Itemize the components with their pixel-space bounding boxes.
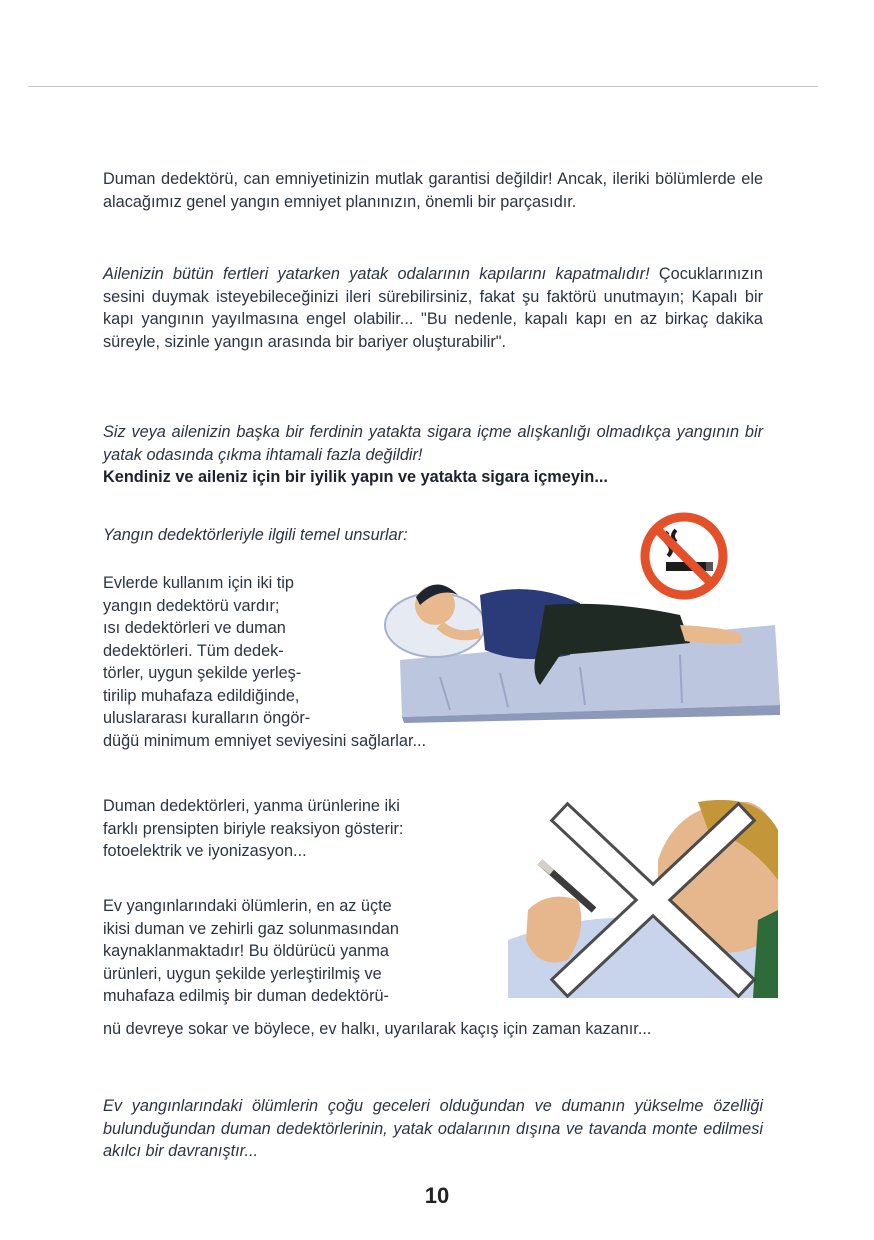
no-smoking-advice: Kendiniz ve aileniz için bir iyilik yapın ve yatakta sigara içmeyin... — [103, 468, 608, 486]
paragraph-mounting-advice: Ev yangınlarındaki ölümlerin çoğu geceleri olduğundan ve dumanın yükselme özelliği bulunduğundan duman dedektörlerinin, yatak odalarının dışına ve tavanda monte edilmesi akılcı bir davranıştır... — [103, 1097, 763, 1160]
close-doors-body: Çocuklarınızın sesini duymak isteyebileceğinizi ileri sürebilirsiniz, fakat şu faktörü unutmayın; Kapalı bir kapı yangının yayılmasına engel olabilir... "Bu nedenle, kapalı kapı en az birkaç dakika süreyle, sizinle yangın arasında bir bariyer oluşturabilir". — [103, 265, 763, 351]
paragraph-close-doors — [103, 263, 763, 353]
text-line: farklı prensipten biriyle reaksiyon gösterir: — [103, 819, 404, 838]
text-line: ürünleri, uygun şekilde yerleştirilmiş ve — [103, 964, 382, 983]
text-line: Duman dedektörleri, yanma ürünlerine iki — [103, 797, 400, 815]
section-heading: Yangın dedektörleriyle ilgili temel unsurlar: — [103, 526, 408, 544]
text-line: muhafaza edilmiş bir duman dedektörü- — [103, 987, 389, 1005]
text-line: tirilip muhafaza edildiğinde, — [103, 686, 300, 705]
paragraph-detection-principles — [103, 795, 503, 863]
text-line: fotoelektrik ve iyonizasyon... — [103, 842, 307, 860]
paragraph-smoke-deaths-end: nü devreye sokar ve böylece, ev halkı, uyarılarak kaçış için zaman kazanır... — [103, 1020, 652, 1038]
paragraph-detector-guarantee: Duman dedektörü, can emniyetinizin mutlak garantisi değildir! Ancak, ileriki bölümlerde ele alacağımız genel yangın emniyet planınızın, önemli bir parçasıdır. — [103, 170, 763, 211]
text-line: ısı dedektörleri ve duman — [103, 619, 286, 637]
header-rule — [28, 86, 818, 87]
text-line: ikisi duman ve zehirli gaz solunmasından — [103, 919, 399, 938]
text-line: Evlerde kullanım için iki tip — [103, 574, 294, 592]
text-line: törler, uygun şekilde yerleş- — [103, 664, 302, 682]
text-line: yangın dedektörü vardır; — [103, 596, 280, 615]
smoking-man-illustration — [508, 800, 778, 998]
text-line: kaynaklanmaktadır! Bu öldürücü yanma — [103, 942, 389, 960]
text-line: Ev yangınlarındaki ölümlerin, en az üçte — [103, 897, 392, 915]
text-line: düğü minimum emniyet seviyesini sağlarlar... — [103, 731, 427, 750]
paragraph-smoke-deaths — [103, 895, 503, 1008]
close-doors-emphasis: Ailenizin bütün fertleri yatarken yatak odalarının kapılarını kapatmalıdır! — [103, 265, 650, 283]
text-line: dedektörleri. Tüm dedek- — [103, 641, 284, 660]
page-number: 10 — [424, 1183, 450, 1208]
text-line: uluslararası kuralların öngör- — [103, 709, 311, 727]
paragraph-smoking-in-bed — [103, 421, 763, 489]
smoking-in-bed-warning: Siz veya ailenizin başka bir ferdinin yatakta sigara içme alışkanlığı olmadıkça yangının bir yatak odasında çıkma ihtamali fazla değildir! — [103, 423, 763, 464]
sleeping-person-illustration — [380, 555, 784, 725]
